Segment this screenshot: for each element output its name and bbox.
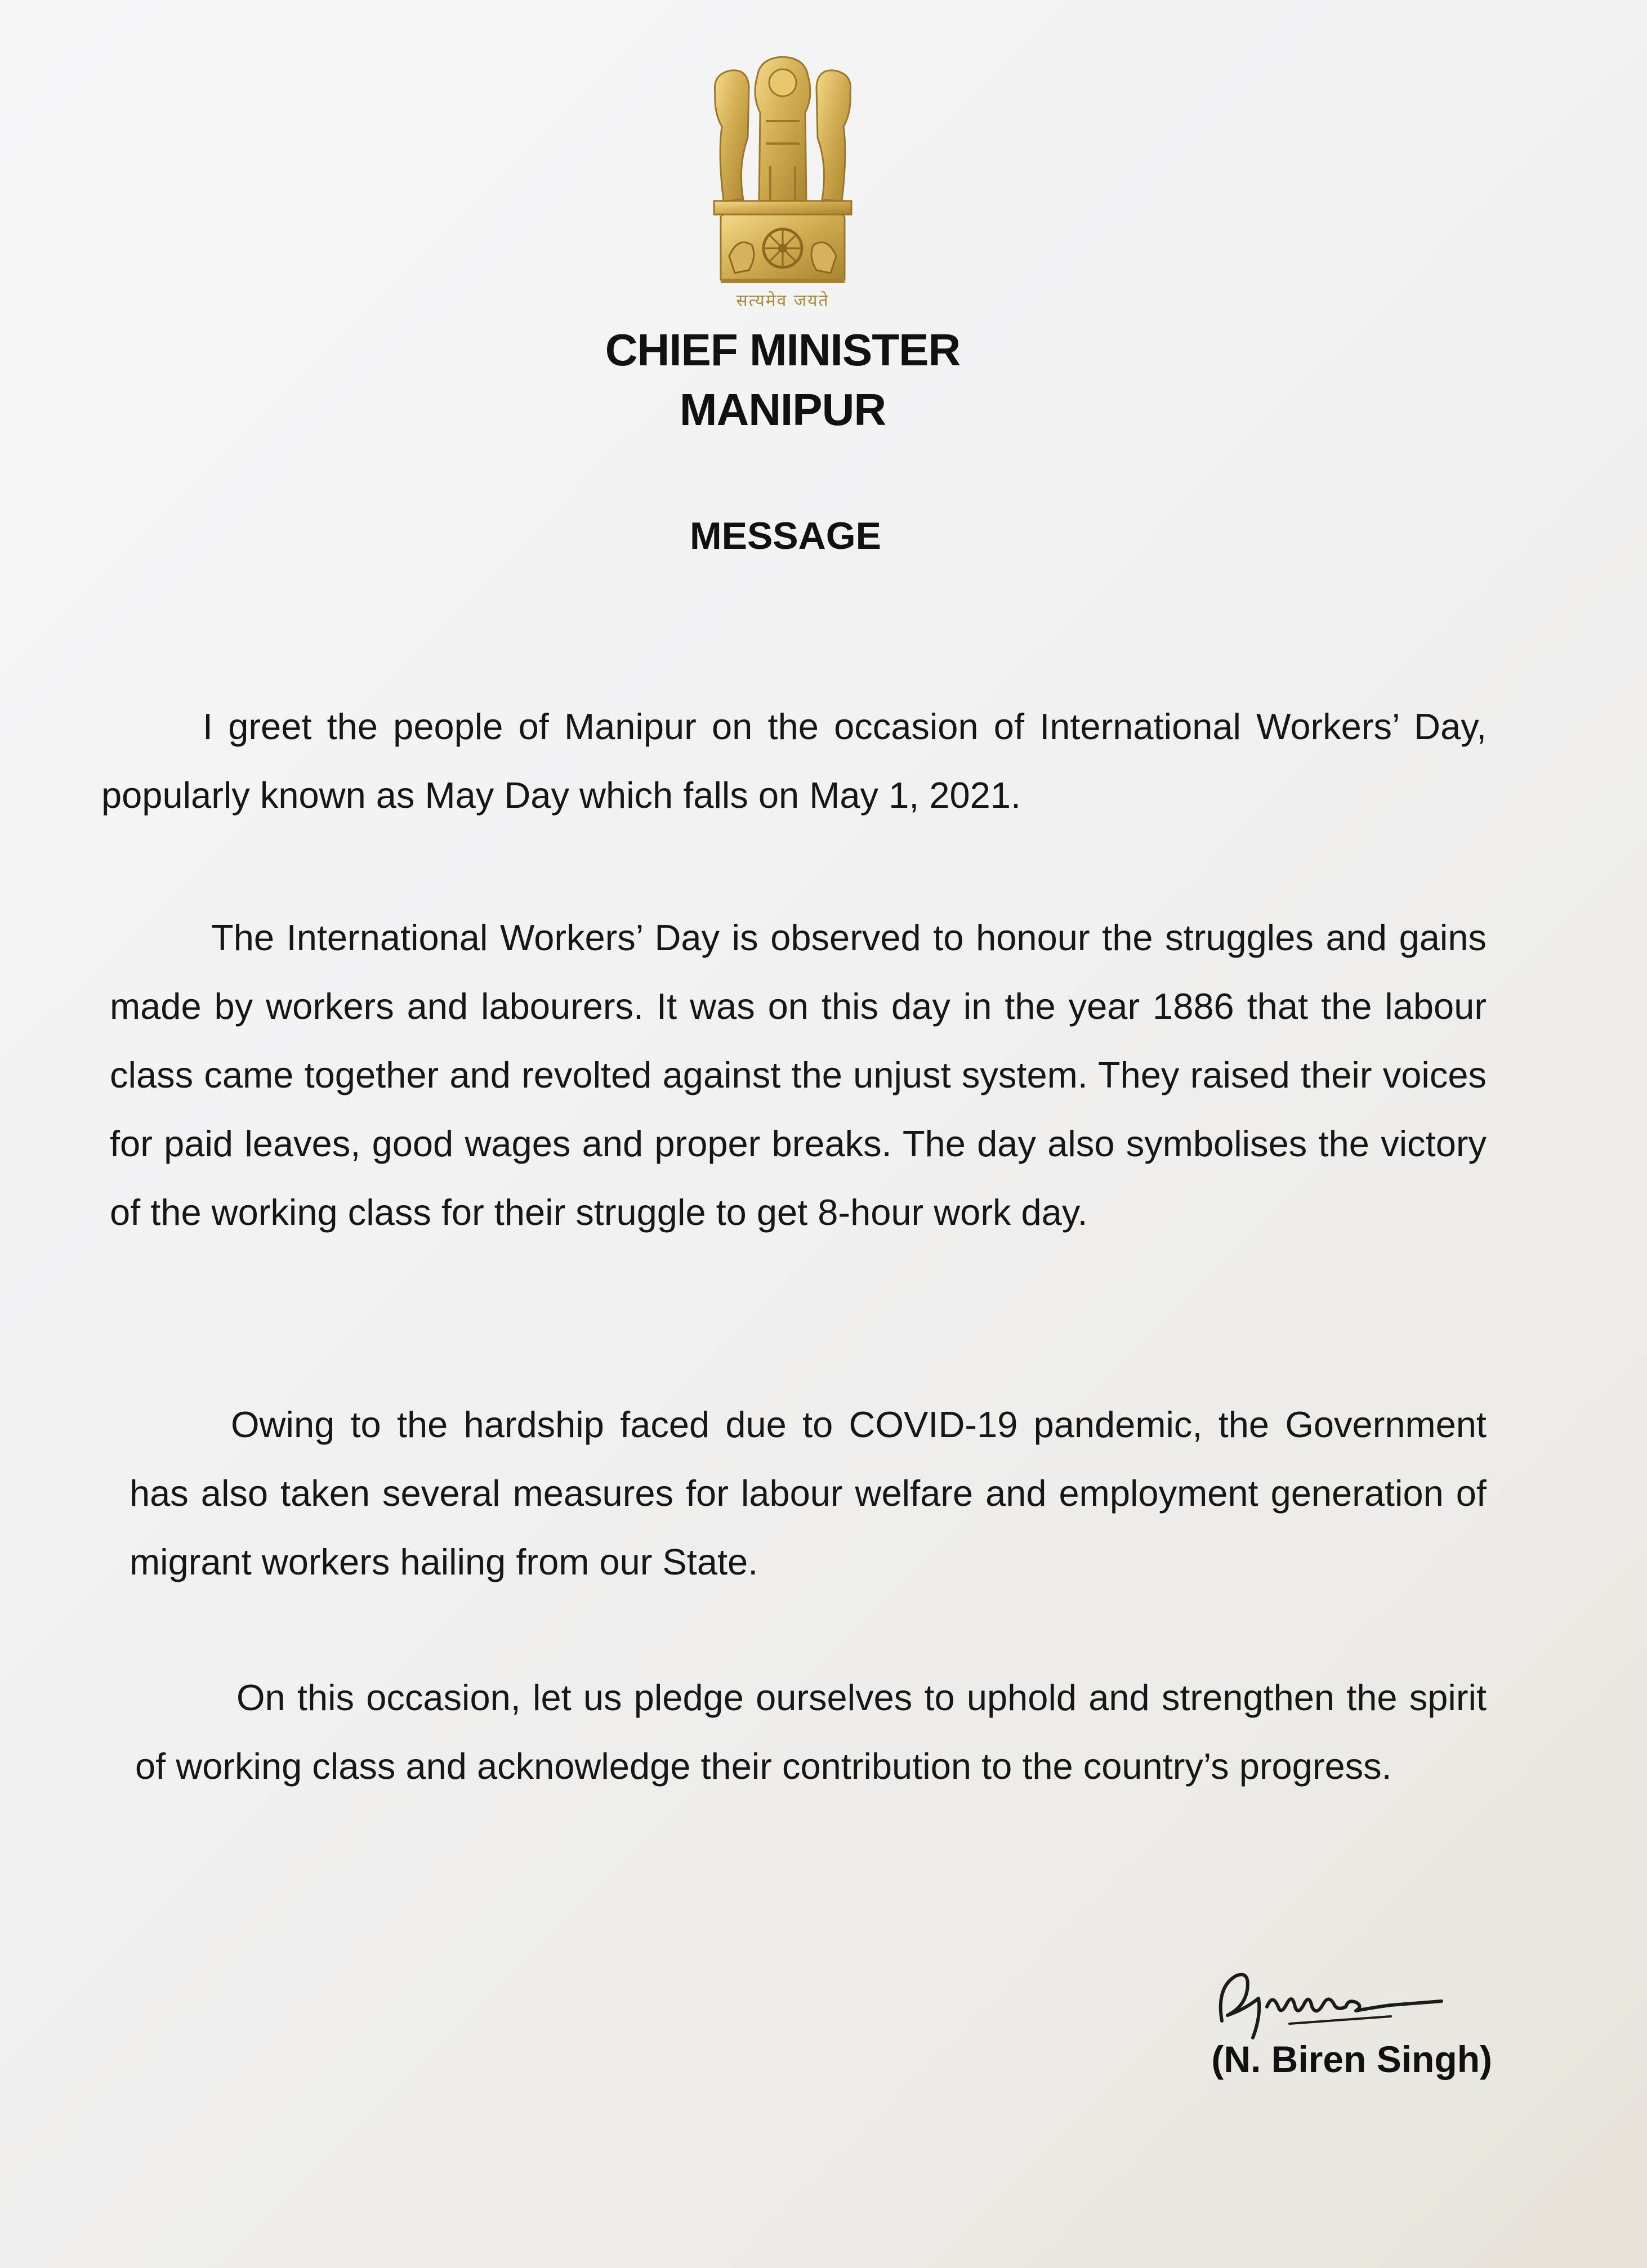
paragraph-4: On this occasion, let us pledge ourselves to uphold and strengthen the spirit of working class and acknowledge their contribution to the country’s progress.	[135, 1677, 1487, 1787]
message-title: MESSAGE	[689, 515, 882, 557]
national-emblem-icon	[704, 53, 862, 318]
paragraph-2: The International Workers’ Day is observed to honour the struggles and gains made by workers and labourers. It was on this day in the year 1886 that the labour class came together and revolted against the unjust system. They raised their voices for paid leaves, good wages and proper breaks. The day also symbolises the victory of the working class for their struggle to get 8-hour work day.	[110, 917, 1487, 1233]
letterhead-designation: CHIEF MINISTER	[605, 325, 961, 375]
paragraph-3: Owing to the hardship faced due to COVID-19 pandemic, the Government has also taken several measures for labour welfare and employment generation of migrant workers hailing from our State.	[130, 1404, 1487, 1582]
emblem-motto: सत्यमेव जयते	[736, 291, 829, 311]
paragraph-1: I greet the people of Manipur on the occasion of International Workers’ Day, popularly known as May Day which falls on May 1, 2021.	[101, 706, 1487, 816]
signatory-name: (N. Biren Singh)	[1211, 2038, 1492, 2080]
letterhead-state: MANIPUR	[679, 384, 886, 435]
